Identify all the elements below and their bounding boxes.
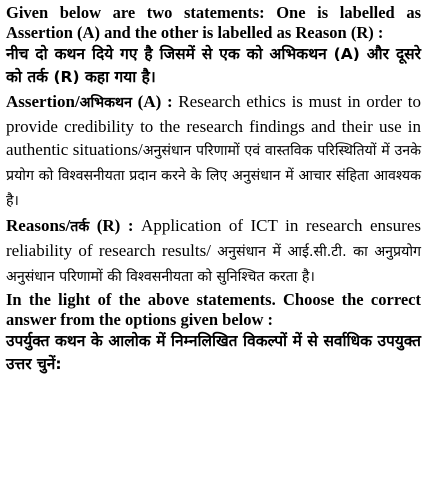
intro-english: Given below are two statements: One is labelled as Assertion (A) and the other is labelled as Reason (R) : (6, 3, 421, 42)
reason-text-hindi: अनुसंधान में आई.सी.टी. का अनुप्रयोग अनुसंधान परिणामों की विश्वसनीयता को सुनिश्चित करता है। (6, 244, 422, 285)
reason-label (6, 216, 134, 235)
reason-text-english: Application of ICT in research ensures reliability of research results/ (6, 216, 421, 260)
intro-hindi: नीच दो कथन दिये गए है जिसमें से एक को अभिकथन (A) और दूसरे को तर्क (R) कहा गया है। (6, 45, 421, 86)
assertion-label-hindi: अभिकथन (79, 95, 132, 111)
assertion-label-suffix: (A) : (132, 92, 173, 111)
assertion-text-english: Research ethics is must in order to provide credibility to the research findings and their use in authentic situations/ (6, 92, 421, 159)
instruction-hindi: उपर्युक्त कथन के आलोक में निम्नलिखित विकल्पों में से सर्वाधिक उपयुक्त उत्तर चुनें: (6, 332, 421, 373)
reason-statement (6, 214, 421, 289)
assertion-label (6, 92, 173, 111)
reason-label-english: Reasons/ (6, 216, 71, 235)
assertion-statement (6, 90, 421, 213)
question-block (6, 3, 421, 376)
reason-label-suffix: (R) : (89, 216, 134, 235)
instruction-english: In the light of the above statements. Choose the correct answer from the options given below : (6, 290, 421, 329)
assertion-text-hindi: अनुसंधान परिणामों एवं वास्तविक परिस्थितियों में उनके प्रयोग को विश्वसनीयता प्रदान करने के लिए अनुसंधान में आचार संहिता आवश्यक है। (6, 143, 421, 209)
reason-label-hindi: तर्क (70, 219, 90, 235)
assertion-label-english: Assertion/ (6, 92, 80, 111)
